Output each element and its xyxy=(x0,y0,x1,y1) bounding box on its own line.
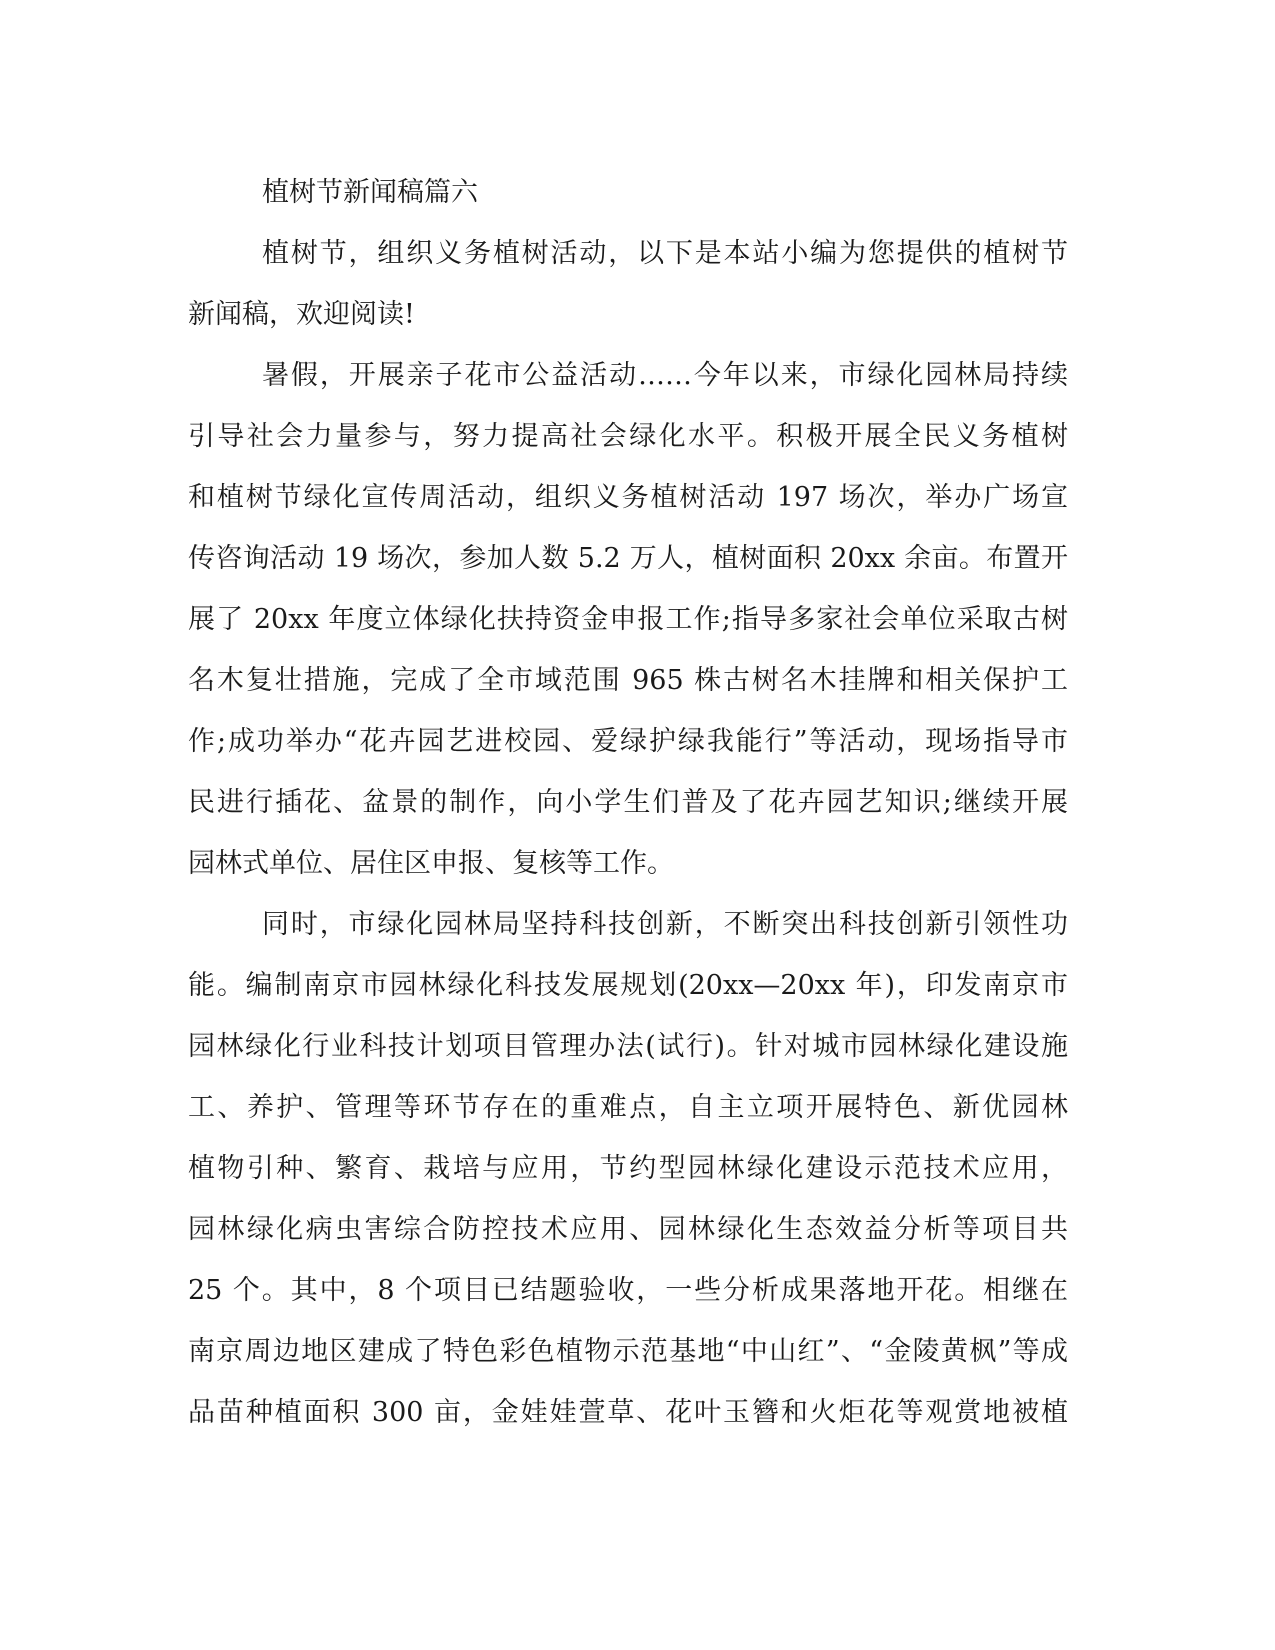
paragraph-2-line-3: 和植树节绿化宣传周活动，组织义务植树活动 197 场次，举办广场宣 xyxy=(188,482,1068,513)
paragraph-3-line-7: 25 个。其中，8 个项目已结题验收，一些分析成果落地开花。相继在 xyxy=(188,1275,1068,1306)
paragraph-3-line-5: 植物引种、繁育、栽培与应用，节约型园林绿化建设示范技术应用， xyxy=(188,1153,1068,1184)
paragraph-2-line-8: 民进行插花、盆景的制作，向小学生们普及了花卉园艺知识;继续开展 xyxy=(188,787,1068,818)
paragraph-2-line-4: 传咨询活动 19 场次，参加人数 5.2 万人，植树面积 20xx 余亩。布置开 xyxy=(188,543,1068,574)
paragraph-1-line-2: 新闻稿，欢迎阅读! xyxy=(188,299,415,330)
paragraph-2-line-2: 引导社会力量参与，努力提高社会绿化水平。积极开展全民义务植树 xyxy=(188,421,1068,452)
paragraph-3-line-8: 南京周边地区建成了特色彩色植物示范基地“中山红”、“金陵黄枫”等成 xyxy=(188,1336,1068,1367)
paragraph-3-line-9: 品苗种植面积 300 亩，金娃娃萱草、花叶玉簪和火炬花等观赏地被植 xyxy=(188,1397,1068,1428)
document-title: 植树节新闻稿篇六 xyxy=(262,177,478,208)
paragraph-3-line-2: 能。编制南京市园林绿化科技发展规划(20xx—20xx 年)，印发南京市 xyxy=(188,970,1068,1001)
paragraph-3-line-3: 园林绿化行业科技计划项目管理办法(试行)。针对城市园林绿化建设施 xyxy=(188,1031,1068,1062)
paragraph-2-line-7: 作;成功举办“花卉园艺进校园、爱绿护绿我能行”等活动，现场指导市 xyxy=(188,726,1068,757)
paragraph-2-line-9: 园林式单位、居住区申报、复核等工作。 xyxy=(188,848,674,879)
paragraph-3-line-6: 园林绿化病虫害综合防控技术应用、园林绿化生态效益分析等项目共 xyxy=(188,1214,1068,1245)
paragraph-3-line-4: 工、养护、管理等环节存在的重难点，自主立项开展特色、新优园林 xyxy=(188,1092,1068,1123)
paragraph-3-line-1: 同时，市绿化园林局坚持科技创新，不断突出科技创新引领性功 xyxy=(262,909,1068,940)
paragraph-1-line-1: 植树节，组织义务植树活动，以下是本站小编为您提供的植树节 xyxy=(262,238,1068,269)
paragraph-2-line-6: 名木复壮措施，完成了全市域范围 965 株古树名木挂牌和相关保护工 xyxy=(188,665,1068,696)
paragraph-2-line-1: 暑假，开展亲子花市公益活动……今年以来，市绿化园林局持续 xyxy=(262,360,1068,391)
document-body xyxy=(188,162,1068,1443)
paragraph-2-line-5: 展了 20xx 年度立体绿化扶持资金申报工作;指导多家社会单位采取古树 xyxy=(188,604,1068,635)
